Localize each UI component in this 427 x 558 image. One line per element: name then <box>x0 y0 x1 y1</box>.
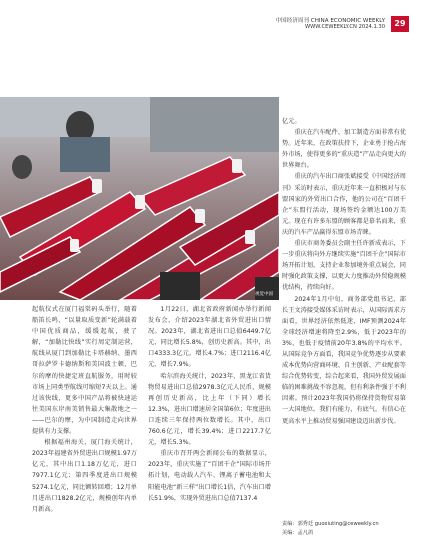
photo-credit: 视觉中国 <box>255 292 273 297</box>
paragraph: 起航仪式在厦门福棠码头举行，随着船笛长鸣，“以量取质变新”轮满载着中国优质商品，缓缓起航，驶了解，“加勒比快线”实行周定制运营，航线从厦门到加勒比卡塔赫纳、墨西哥拉萨罗卡德纳斯和美国波士顿、巴尔的摩的快捷定班直航服务，用时较市场上同类型航线可缩短7天以上。通过该快线，更多中国产品将被快速运往美国东岸南美销售最大集散地之一——巴尔的摩，为中国制造走向世界提供有力支撑。 <box>32 306 137 436</box>
paragraph: 重庆的汽车出口商张斌接受《中国经济周刊》采访时表示，重庆近年来一直积极对与东盟国家的外贸出口合作，他的公司在“百团千企”东盟行活动，现场签约金额达100万美元。现在有许多东盟的顾客都是慕名而来，重庆的汽车产品赢得东盟市场青睐。 <box>282 173 406 236</box>
paragraph: 2024年1月中旬，商务部党组书记、部长王文涛接受媒体采访时表示，从国际需求方面看，世界经济依然低迷，IMF预测2024年全球经济增速将降至2.9%，低于2023年的3%，也低于疫情前20年3.8%的平均水平。从国际竞争方面看，我国竞争优势逐步从要素成本优势向营商环境、自主创新、产业配套等综合优势转变，综合起来看，我国外贸发展面临的困难挑战不容忽视，但有利条件强于不利因素。预计2023年我国仍将保持货物贸易第一大国地位。我们有能力，有底气，有信心在更高水平上推动贸易强国建设迈出新步伐。 <box>282 295 406 425</box>
paragraph: 亿元。 <box>282 118 301 125</box>
article-photo <box>0 97 279 300</box>
article-footer <box>282 520 412 538</box>
article-column-1 <box>32 304 137 515</box>
page-header <box>149 16 409 38</box>
article-column-2 <box>148 304 271 504</box>
page-number-badge: 29 <box>391 16 409 32</box>
article-column-3 <box>282 116 406 427</box>
paragraph: 重庆在汽车配件、加工制造方面非常有优势。近年来，在政策扶持下，企业勇于抢占海外市场，使得更多的“重庆造”产品走向更大的世界舞台。 <box>282 129 406 170</box>
paragraph: 重庆市召开两会新闻公布的数据显示，2023年，重庆实施了“百团千企”国际市场开拓计划，电动载人汽车、锂离子蓄电池和太阳能电池“新三样”出口增长1倍，汽车出口增长51.9%，实现外贸进出口总值7137.4 <box>148 450 271 502</box>
website-date: WWW.CEWEEKLY.CN 2024.1.30 <box>305 24 385 30</box>
paragraph: 重庆市商务委员会副主任许新成表示，下一步重庆将向外方继续实施“百团千企”国际市场开拓计划，支持企业参加境外重点展会，同时强化政策支撑，以更大力度推动外贸稳规模优结构，持续向好。 <box>282 240 406 292</box>
paragraph: 哈尔滨海关统计，2023年，黑龙江省货物贸易进出口总值2978.3亿元人民币，规模再创历史新高，比上年（下同）增长12.3%，进出口增速居全国第6位；年度进出口连续三年保持两位数增长。其中，出口760.6亿元，增长39.4%；进口2217.7亿元，增长5.3%。 <box>148 372 271 447</box>
editor-credit: 责编：郭秀廷 guoxiuting@ceweekly.cn <box>282 521 379 527</box>
paragraph: 根据福州海关、厦门海关统计，2023年福建省外贸进出口规模1.97万亿元，其中出口1.18万亿元，进口7977.1亿元；第四季度进出口规模5274.1亿元，同比额转回增；12月单月进出口1828.2亿元，规模创年内单月新高。 <box>32 439 137 513</box>
designer-credit: 美编：孟凡鸽 <box>282 530 314 536</box>
magazine-name: 中国经济周刊 CHINA ECONOMIC WEEKLY <box>275 18 385 24</box>
paragraph: 1月22日，湖北省政府新闻办举行新闻发布会，介绍2023年湖北省外贸进出口情况。2023年，湖北省进出口总值6449.7亿元，同比增长5.8%，创历史新高。其中，出口4333.3亿元，增长4.7%；进口2116.4亿元，增长7.9%。 <box>148 306 271 369</box>
goods-warehouse-photo <box>0 97 279 300</box>
